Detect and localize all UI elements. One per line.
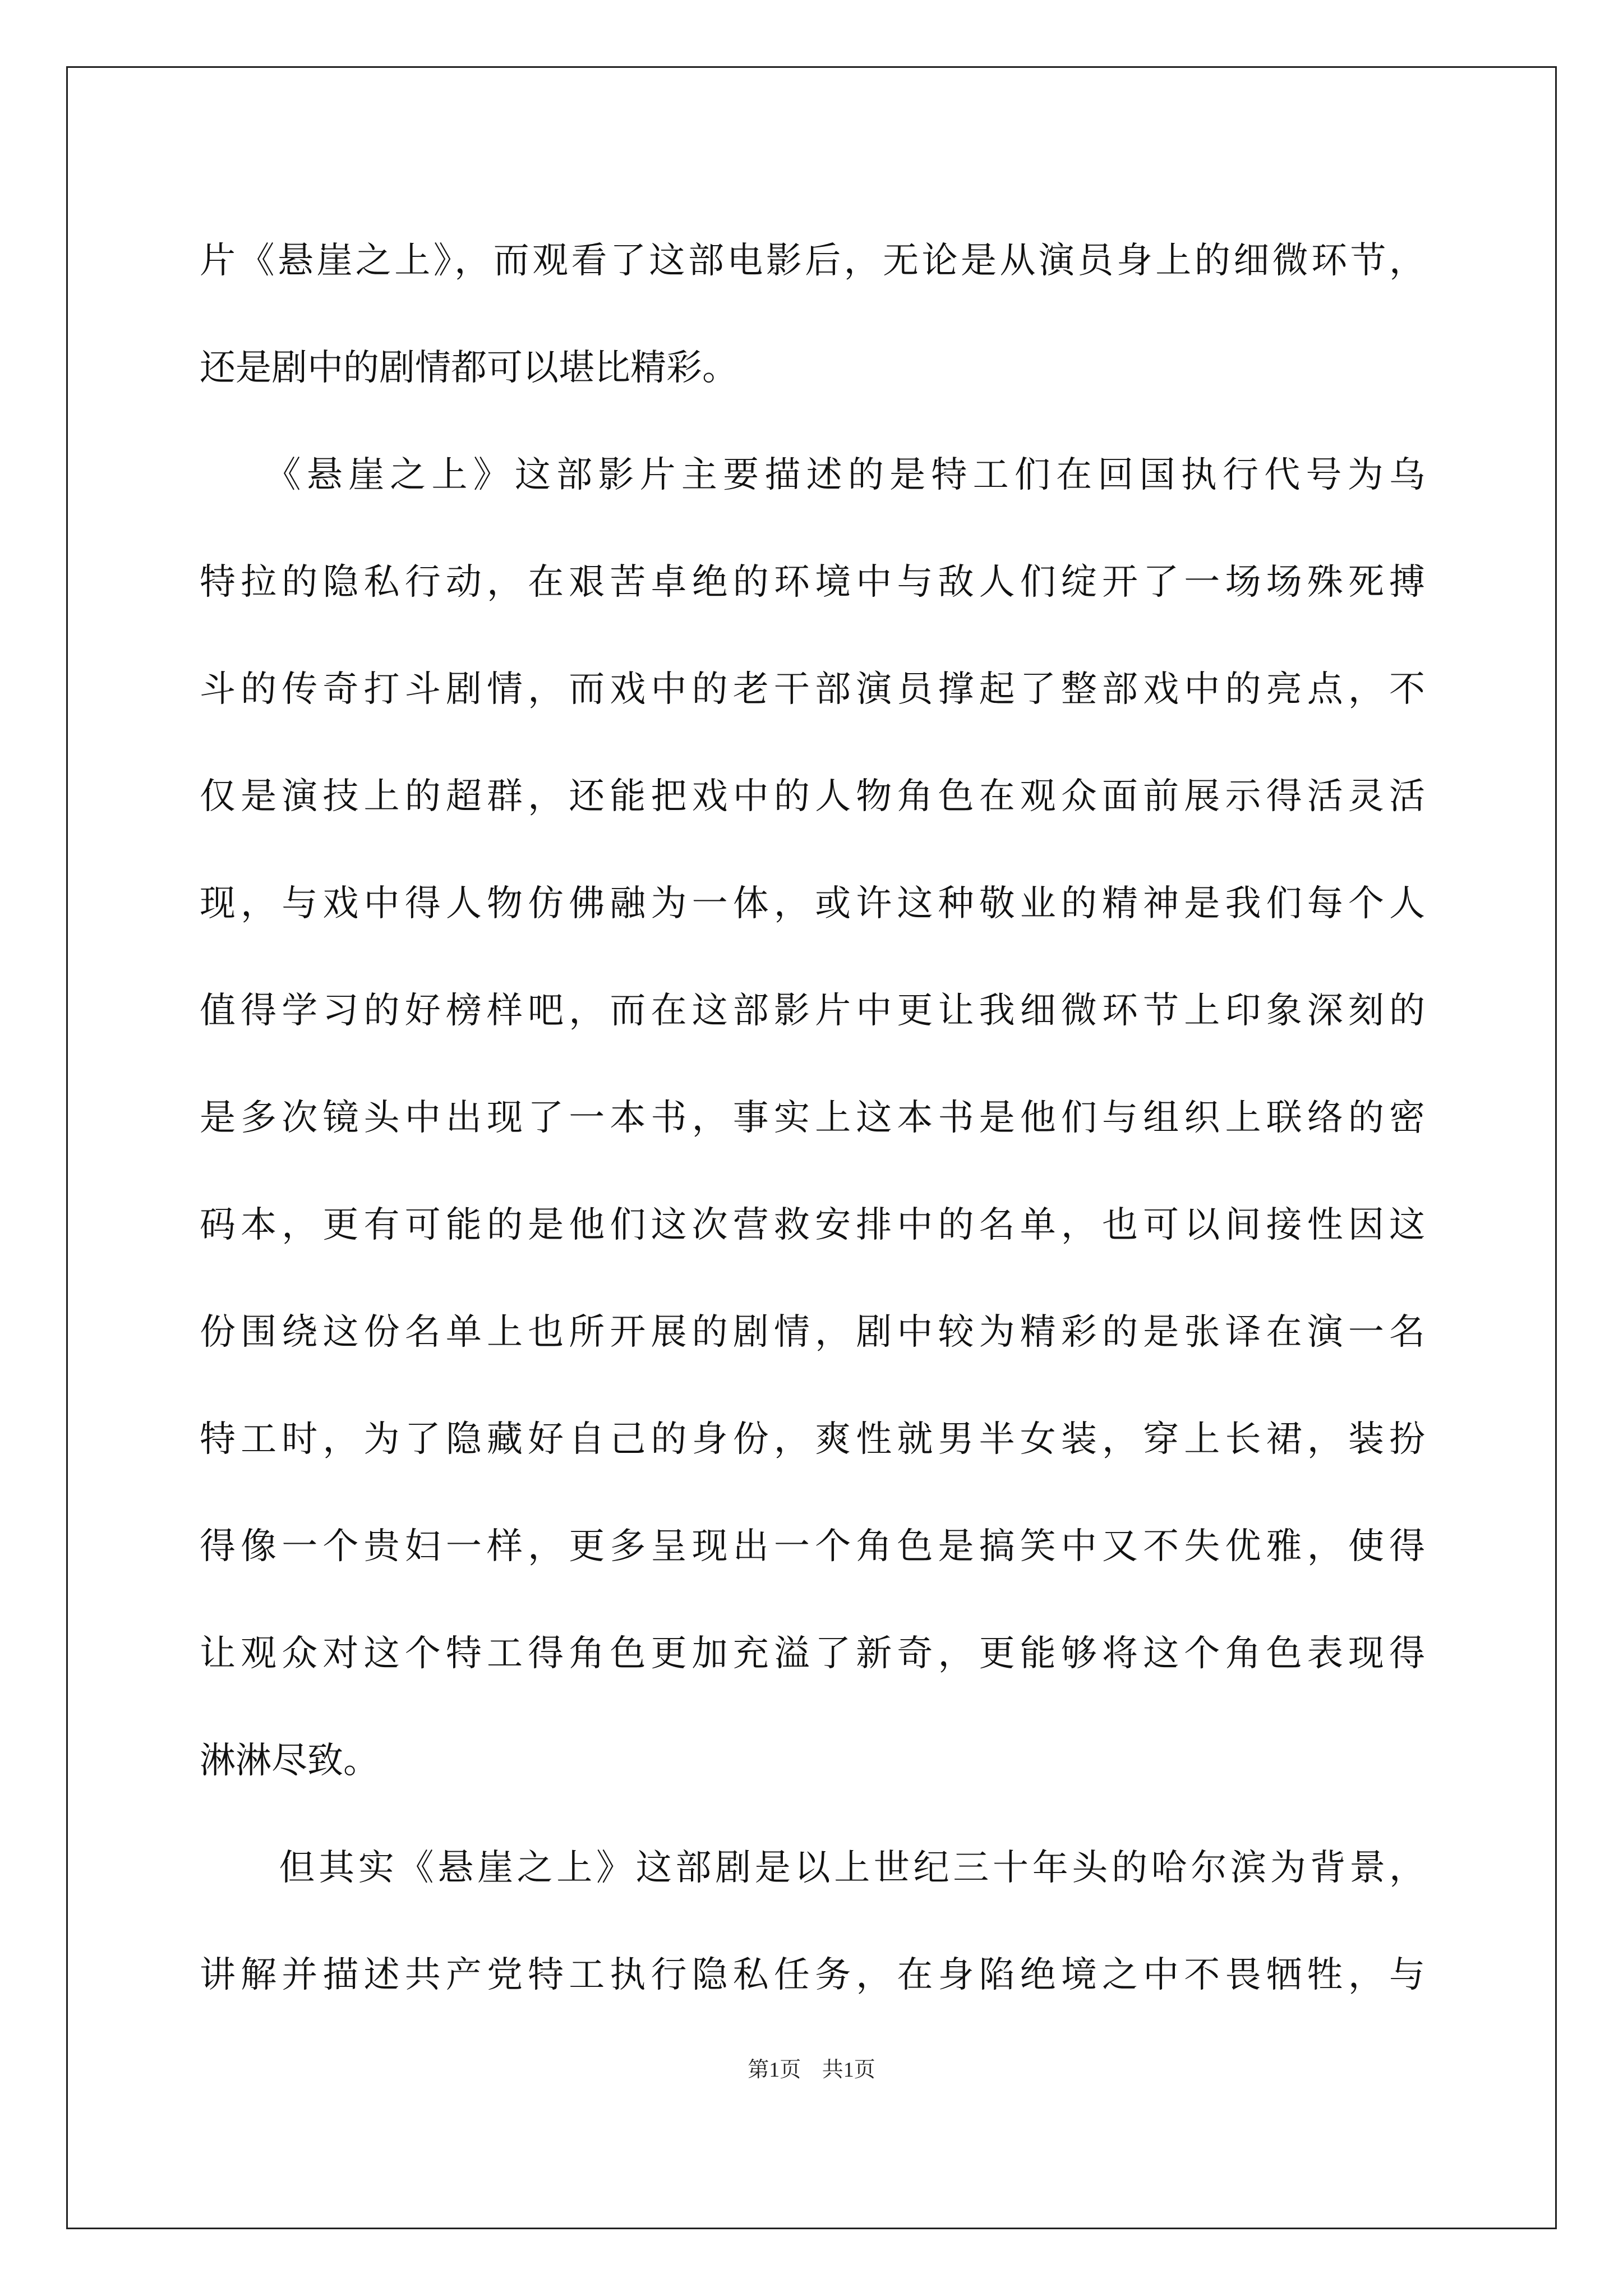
page-footer xyxy=(0,2053,1623,2087)
text-line: 份围绕这份名单上也所开展的剧情，剧中较为精彩的是张译在演一名 xyxy=(200,1312,1425,1353)
text-line: 但其实《悬崖之上》这部剧是以上世纪三十年头的哈尔滨为背景， xyxy=(200,1847,1425,1889)
text-line: 现，与戏中得人物仿佛融为一体，或许这种敬业的精神是我们每个人 xyxy=(200,883,1425,924)
text-line: 片《悬崖之上》，而观看了这部电影后，无论是从演员身上的细微环节， xyxy=(200,240,1425,282)
text-line: 让观众对这个特工得角色更加充溢了新奇，更能够将这个角色表现得 xyxy=(200,1633,1425,1674)
text-line: 特拉的隐私行动，在艰苦卓绝的环境中与敌人们绽开了一场场殊死搏 xyxy=(200,562,1425,603)
text-line: 仅是演技上的超群，还能把戏中的人物角色在观众面前展示得活灵活 xyxy=(200,776,1425,817)
text-line: 得像一个贵妇一样，更多呈现出一个角色是搞笑中又不失优雅，使得 xyxy=(200,1526,1425,1567)
text-line: 特工时，为了隐藏好自己的身份，爽性就男半女装，穿上长裙，装扮 xyxy=(200,1419,1425,1460)
text-line: 值得学习的好榜样吧，而在这部影片中更让我细微环节上印象深刻的 xyxy=(200,990,1425,1032)
text-line: 《悬崖之上》这部影片主要描述的是特工们在回国执行代号为乌 xyxy=(200,454,1425,496)
page-number: 第1页 xyxy=(748,2058,801,2082)
text-line: 码本，更有可能的是他们这次营救安排中的名单，也可以间接性因这 xyxy=(200,1204,1425,1246)
document-body xyxy=(200,208,1425,2029)
text-line: 斗的传奇打斗剧情，而戏中的老干部演员撑起了整部戏中的亮点，不 xyxy=(200,669,1425,710)
text-line: 淋淋尽致。 xyxy=(200,1740,379,1782)
text-line: 还是剧中的剧情都可以堪比精彩。 xyxy=(200,347,738,389)
text-line: 是多次镜头中出现了一本书，事实上这本书是他们与组织上联络的密 xyxy=(200,1097,1425,1139)
page-total: 共1页 xyxy=(822,2058,875,2082)
text-line: 讲解并描述共产党特工执行隐私任务，在身陷绝境之中不畏牺牲，与 xyxy=(200,1954,1425,1996)
